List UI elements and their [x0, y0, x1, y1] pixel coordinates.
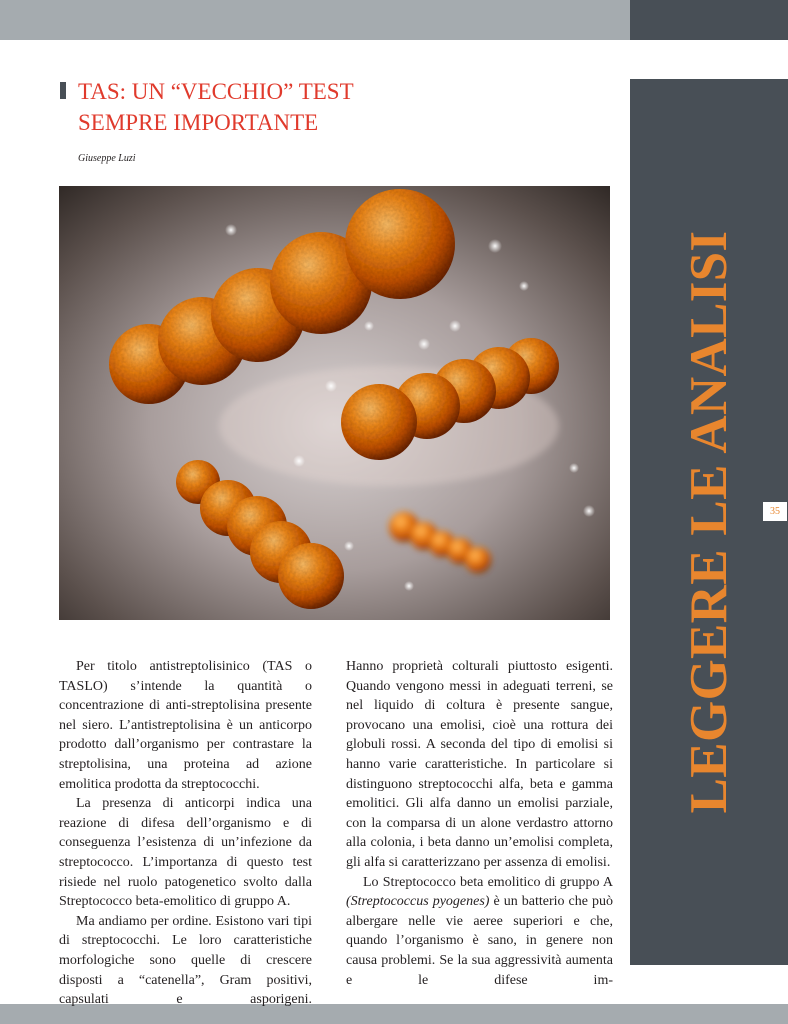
- text-run: Lo Streptococco beta emolitico di gruppo A: [363, 874, 613, 890]
- paragraph: La presenza di anticorpi indica una reazione di difesa dell’organismo e di conseguenza l’esistenza di un’infezione da streptococco. L’importanza di questo test risiede nel ruolo patogenetico svolto dalla Streptococco beta-emolitico di gruppo A.: [59, 796, 312, 910]
- section-title: LEGGERE LE ANALISI: [680, 230, 738, 814]
- top-bar: [0, 0, 630, 40]
- text-column-2: [346, 657, 613, 990]
- top-bar-accent: [630, 0, 788, 40]
- paragraph: Per titolo antistreptolisinico (TAS o TASLO) s’intende la quantità o concentrazione di anti-streptolisina presente nel siero. L’antistreptolisina è un anticorpo prodotto dall’organismo per contrastare la streptolisina, una proteina ad azione emolitica prodotta da streptococchi.: [59, 659, 312, 792]
- paragraph: Ma andiamo per ordine. Esistono vari tipi di streptococchi. Le loro caratteristiche morfologiche sono quelle di crescere disposti a “catenella”, Gram positivi, capsulati e asporigeni.: [59, 913, 312, 1008]
- text-column-1: [59, 657, 312, 1010]
- article-author: Giuseppe Luzi: [78, 153, 136, 164]
- streptococci-illustration: [59, 186, 610, 620]
- paragraph: [346, 873, 613, 991]
- article-title-line2: SEMPRE IMPORTANTE: [78, 110, 319, 135]
- article-title-line1: TAS: UN “VECCHIO” TEST: [78, 79, 354, 104]
- article-title: [78, 76, 598, 138]
- title-marker: [60, 82, 66, 99]
- text-run: è un batterio che può albergare nelle vie aeree superiori e che, quando l’organismo è sano, in genere non causa problemi. Se la sua aggressività aumenta e le difese im-: [346, 894, 613, 988]
- article-figure: [59, 186, 610, 620]
- paragraph: Hanno proprietà colturali piuttosto esigenti. Quando vengono messi in adeguati terreni, se nel liquido di coltura è presente sangue, provocano una emolisi, cioè una rottura dei globuli rossi. A seconda del tipo di emolisi si hanno varie caratteristiche. In particolare si distinguono streptococchi alfa, beta e gamma emolitici. Gli alfa danno un emolisi parziale, con la comparsa di un alone verdastro attorno alla colonia, i beta danno un’emolisi completa, gli alfa si caratterizzano per assenza di emolisi.: [346, 659, 613, 870]
- page-number: 35: [763, 502, 787, 521]
- species-name: (Streptococcus pyogenes): [346, 894, 490, 910]
